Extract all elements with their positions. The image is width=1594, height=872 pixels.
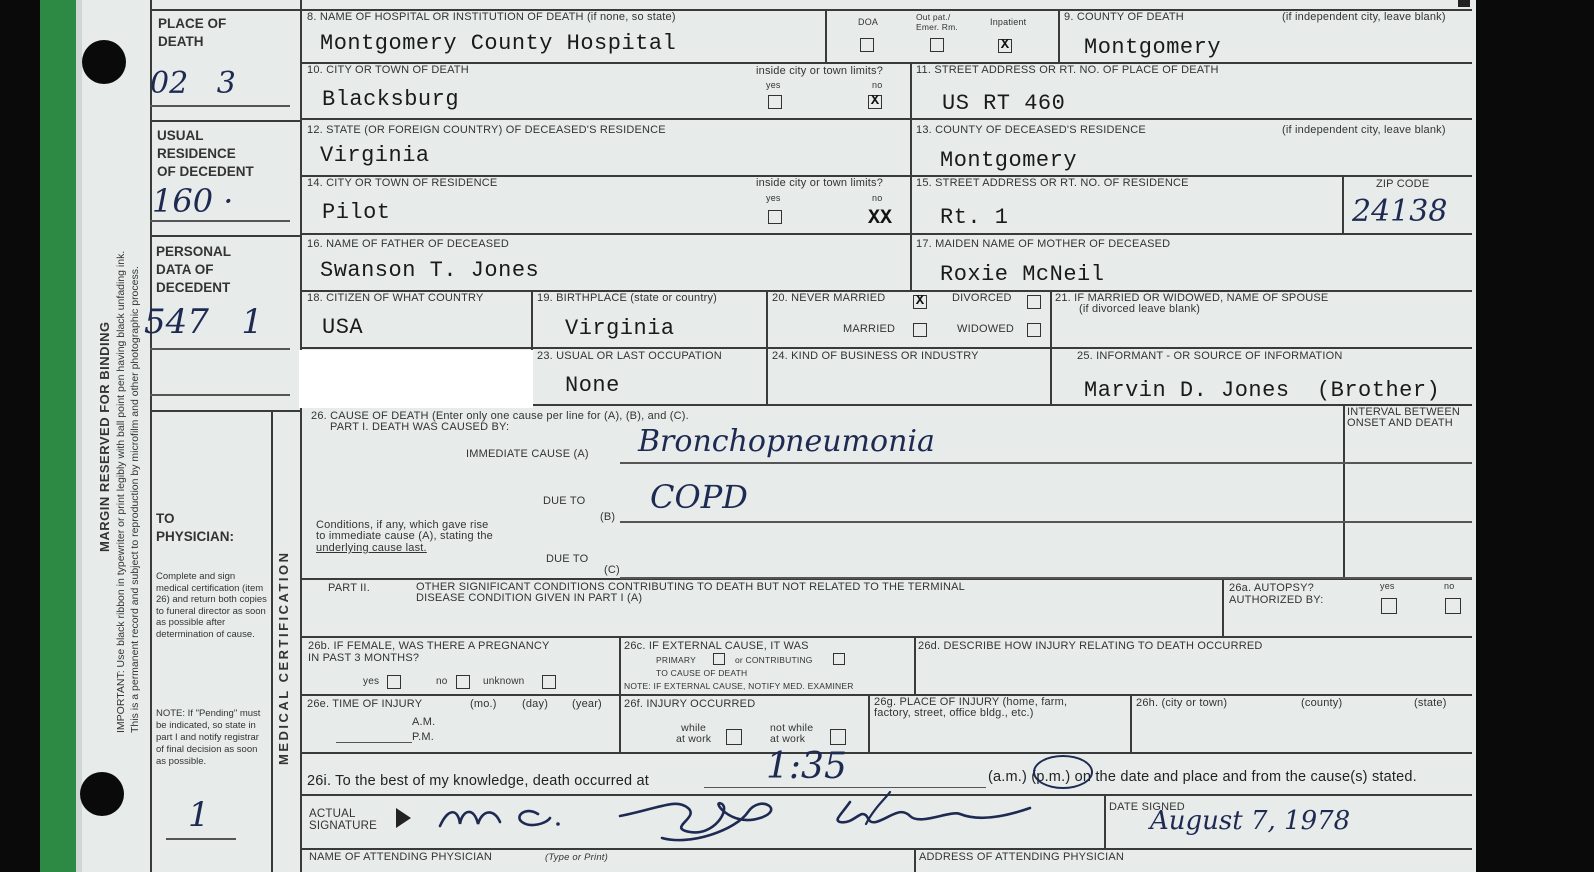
section-line-2 [150,235,300,237]
label-address-attending: ADDRESS OF ATTENDING PHYSICIAN [919,851,1125,863]
label-married: MARRIED [843,323,896,335]
pregnancy-yes-checkbox[interactable] [387,675,401,689]
residence-city: Pilot [322,200,391,225]
v-r10b [1130,694,1132,752]
label-year: (year) [572,698,602,710]
county-of-death: Montgomery [1084,35,1222,60]
code-physician: 1 [188,795,210,835]
label-due-to-c: DUE TO [546,553,589,565]
label-pm: P.M. [412,731,434,743]
v-autopsy [1222,578,1224,636]
label-examiner-note: NOTE: IF EXTERNAL CAUSE, NOTIFY MED. EXAMINER [624,681,854,691]
row-line-f [300,347,1472,349]
row-line-b [300,118,1472,120]
to-physician-section: TO PHYSICIAN: [156,511,235,544]
label-yes-14: yes [766,193,781,203]
birthplace: Virginia [565,316,675,341]
label-part2: PART II. [328,582,370,594]
label-f21: 21. IF MARRIED OR WIDOWED, NAME OF SPOUSE [1055,292,1329,304]
label-f16: 16. NAME OF FATHER OF DECEASED [307,238,509,250]
father-name: Swanson T. Jones [320,258,540,283]
label-f13: 13. COUNTY OF DECEASED'S RESIDENCE [916,124,1146,136]
label-no-14: no [872,193,883,203]
row-line-k [300,752,1472,754]
label-autopsy: 26a. AUTOPSY? AUTHORIZED BY: [1229,582,1324,606]
label-part1: PART I. DEATH WAS CAUSED BY: [330,421,510,433]
label-preg-yes: yes [363,676,380,687]
important-note-line2: This is a permanent record and subject to reproduction by microfilm and other photographic process. [129,266,141,733]
label-f26e: 26e. TIME OF INJURY [307,698,423,710]
label-autopsy-yes: yes [1380,581,1395,591]
label-indep-city-9: (if independent city, leave blank) [1282,11,1446,23]
cause-c-line [620,577,1472,579]
label-ampm: (a.m.) (p.m.) on the date and place and from the cause(s) stated. [988,769,1417,785]
code-physician-underline [166,838,236,840]
label-f11: 11. STREET ADDRESS OR RT. NO. OF PLACE OF DEATH [916,64,1219,76]
label-underlying: underlying cause last. [316,542,427,554]
medical-certification-label: MEDICAL CERTIFICATION [276,550,291,765]
label-interval: INTERVAL BETWEEN ONSET AND DEATH [1347,406,1461,429]
row-line-m [300,848,1472,850]
primary-checkbox[interactable] [713,653,725,665]
place-of-death-section: PLACE OF DEATH [158,16,227,49]
v-r1b [1058,9,1060,62]
contributing-checkbox[interactable] [833,653,845,665]
important-note-line1: IMPORTANT: Use black ribbon in typewriter or print legibly with ball point pen having black unfading ink. [115,250,127,733]
label-type-print: (Type or Print) [545,852,609,863]
redacted-field [299,350,533,408]
label-part2-text: OTHER SIGNIFICANT CONDITIONS CONTRIBUTING TO DEATH BUT NOT RELATED TO THE TERMINAL DISEASE CONDITION GIVEN IN PART I (A) [416,581,965,604]
inpatient-checkbox[interactable]: X [998,39,1012,53]
occupation: None [565,373,620,398]
label-actual-signature: ACTUAL SIGNATURE [309,808,378,832]
usual-residence-section: USUAL RESIDENCE OF DECEDENT [157,128,254,179]
label-to-cause: TO CAUSE OF DEATH [656,668,748,678]
outpatient-checkbox[interactable] [930,38,944,52]
label-date-signed: DATE SIGNED [1109,801,1185,813]
res-inside-limits-yes-checkbox[interactable] [768,210,782,224]
label-f23: 23. USUAL OR LAST OCCUPATION [537,350,722,362]
label-county-h: (county) [1301,697,1343,709]
section-line-3 [150,410,300,412]
v-r9b [914,636,916,694]
citizenship: USA [322,315,364,340]
mother-maiden-name: Roxie McNeil [940,262,1105,287]
residence-county: Montgomery [940,148,1078,173]
top-right-mark [1458,0,1470,7]
paper-edge-left [76,0,82,872]
label-not-while-at-work: not while at work [770,722,814,745]
label-limits-14: inside city or town limits? [756,177,884,189]
label-day: (day) [522,698,549,710]
code-personal: 547 1 [144,302,263,342]
label-outpatient: Out pat./ Emer. Rm. [916,12,958,32]
street-of-death: US RT 460 [942,91,1066,116]
label-f24: 24. KIND OF BUSINESS OR INDUSTRY [772,350,979,362]
pregnancy-no-checkbox[interactable] [456,675,470,689]
code-personal-underline [150,348,290,350]
label-indep-city-13: (if independent city, leave blank) [1282,124,1446,136]
v-date [1104,794,1106,848]
city-of-death: Blacksburg [322,87,460,112]
label-f26d: 26d. DESCRIBE HOW INJURY RELATING TO DEATH OCCURRED [918,640,1263,652]
cause-b-value: COPD [650,478,748,516]
v-r1a [825,9,827,62]
section-column-divider [300,0,302,872]
label-autopsy-no: no [1444,581,1455,591]
v-r3 [910,118,912,175]
punch-hole-bottom [80,772,124,816]
label-preg-unknown: unknown [483,676,525,687]
label-f12: 12. STATE (OR FOREIGN COUNTRY) OF DECEASED'S RESIDENCE [307,124,666,136]
label-widowed: WIDOWED [957,323,1015,335]
label-primary: PRIMARY [656,655,696,665]
label-contributing: or CONTRIBUTING [735,655,813,665]
v-r6c [1050,290,1052,404]
code-place-underline [150,105,290,107]
divorced-checkbox[interactable] [1027,295,1041,309]
v-r2 [910,62,912,118]
section-line-1 [150,120,300,122]
label-preg-no: no [436,676,448,687]
pregnancy-unknown-checkbox[interactable] [542,675,556,689]
res-inside-limits-no-checkbox[interactable]: XX [868,207,893,230]
v-r10a [868,694,870,752]
autopsy-no-checkbox[interactable] [1445,598,1461,614]
pm-circle [1033,755,1093,789]
binding-margin-text: MARGIN RESERVED FOR BINDING [97,321,112,552]
label-f8: 8. NAME OF HOSPITAL OR INSTITUTION OF DEATH (if none, so state) [307,11,676,23]
green-binding-strip [40,0,80,872]
label-f26h: 26h. (city or town) [1136,697,1228,709]
label-f26b: 26b. IF FEMALE, WAS THERE A PREGNANCY IN PAST 3 MONTHS? [308,640,550,664]
label-f26f: 26f. INJURY OCCURRED [624,698,756,710]
label-zip: ZIP CODE [1376,178,1430,190]
hospital-name: Montgomery County Hospital [320,31,677,56]
autopsy-yes-checkbox[interactable] [1381,598,1397,614]
physician-signature [430,788,1070,848]
code-residence: 160 · [152,182,234,220]
medical-column-divider [271,412,273,872]
label-f26i: 26i. To the best of my knowledge, death occurred at [307,773,650,789]
married-checkbox[interactable] [913,323,927,337]
label-yes-10: yes [766,80,781,90]
v-r6a [531,290,533,347]
v-r5 [910,233,912,290]
label-f10: 10. CITY OR TOWN OF DEATH [307,64,469,76]
label-f21-note: (if divorced leave blank) [1079,303,1201,315]
label-b: (B) [600,511,616,523]
doa-checkbox[interactable] [860,38,874,52]
cause-a-value: Bronchopneumonia [638,424,935,459]
physician-instructions: Complete and sign medical certification (item 26) and return both copies to funeral director as soon as possible after determination of cause. [156,571,267,640]
label-f26g: 26g. PLACE OF INJURY (home, farm, factory, street, office bldg., etc.) [874,696,1068,719]
label-f14: 14. CITY OR TOWN OF RESIDENCE [307,177,498,189]
label-attending: NAME OF ATTENDING PHYSICIAN [309,851,493,863]
label-doa: DOA [858,17,879,27]
code-blank-underline [150,394,290,396]
zip-code: 24138 [1352,194,1448,229]
code-residence-underline [150,220,290,222]
row-line-d [300,233,1472,235]
v-r6b [766,290,768,404]
label-f19: 19. BIRTHPLACE (state or country) [537,292,718,304]
label-inpatient: Inpatient [990,17,1027,27]
label-due-to-b: DUE TO [543,495,586,507]
label-state-h: (state) [1414,697,1447,709]
v-interval [1343,404,1345,578]
label-while-at-work: while at work [676,722,712,745]
widowed-checkbox[interactable] [1027,323,1041,337]
code-place: 02 3 [150,66,236,101]
label-f15: 15. STREET ADDRESS OR RT. NO. OF RESIDENCE [916,177,1189,189]
while-at-work-checkbox[interactable] [726,729,742,745]
informant: Marvin D. Jones (Brother) [1084,378,1441,403]
label-mo: (mo.) [470,698,497,710]
label-no-10: no [872,80,883,90]
v-r4 [910,175,912,233]
v-r4b [1342,175,1344,233]
never-married-checkbox[interactable]: X [913,295,927,309]
v-r9a [619,636,621,752]
label-f20: 20. NEVER MARRIED [772,292,886,304]
inside-limits-yes-checkbox[interactable] [768,95,782,109]
label-f9: 9. COUNTY OF DEATH [1064,11,1184,23]
label-immediate-cause: IMMEDIATE CAUSE (A) [466,448,589,460]
punch-hole-top [82,40,126,84]
inside-limits-no-checkbox[interactable]: X [868,95,882,109]
form-left-border [150,0,152,872]
label-am: A.M. [412,716,436,728]
pending-note: NOTE: If "Pending" must be indicated, so state in part I and notify registrar of final decision as soon as possible. [156,708,261,767]
label-limits-10: inside city or town limits? [756,65,884,77]
label-divorced: DIVORCED [952,292,1012,304]
time-of-death: 1:35 [766,746,847,787]
date-signed: August 7, 1978 [1150,806,1351,836]
paper-edge-right [1476,0,1594,872]
signature-arrow-icon [396,808,411,828]
row-line-a [300,62,1472,64]
label-conditions: Conditions, if any, which gave rise to immediate cause (A), stating the [316,519,493,542]
label-f26: 26. CAUSE OF DEATH (Enter only one cause per line for (A), (B), and (C). [311,410,689,422]
label-f25: 25. INFORMANT - OR SOURCE OF INFORMATION [1077,350,1343,362]
label-f18: 18. CITIZEN OF WHAT COUNTRY [307,292,484,304]
personal-data-section: PERSONAL DATA OF DECEDENT [156,244,232,295]
label-f17: 17. MAIDEN NAME OF MOTHER OF DECEASED [916,238,1171,250]
label-f26c: 26c. IF EXTERNAL CAUSE, IT WAS [624,640,809,652]
v-address [914,848,916,872]
cause-a-line [620,462,1472,464]
label-c: (C) [604,564,620,576]
residence-street: Rt. 1 [940,205,1009,230]
not-while-at-work-checkbox[interactable] [830,729,846,745]
cause-b-line [620,521,1472,523]
row-line-i [300,636,1472,638]
injury-time-line [336,742,412,743]
residence-state: Virginia [320,143,430,168]
